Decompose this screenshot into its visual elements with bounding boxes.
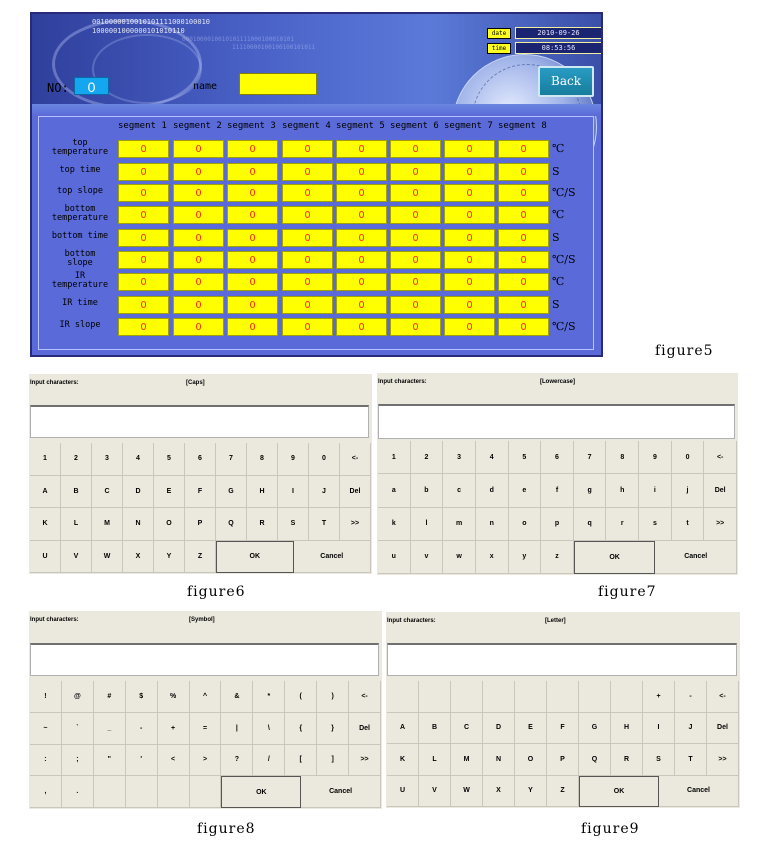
parameter-cell[interactable]: 0 (444, 296, 495, 314)
row-label: top time (59, 165, 101, 175)
recipe-panel (30, 12, 603, 357)
time-label: time (487, 43, 511, 54)
parameter-cell[interactable]: 0 (227, 163, 278, 181)
key[interactable]: l (411, 508, 444, 541)
parameter-cell[interactable]: 0 (390, 140, 441, 158)
key[interactable]: F (547, 713, 579, 745)
next-mode-key[interactable]: >> (349, 745, 381, 777)
key[interactable]: L (61, 508, 92, 541)
key[interactable]: n (476, 508, 509, 541)
key[interactable]: J (675, 713, 707, 745)
key[interactable]: ) (317, 681, 349, 713)
key[interactable]: K (387, 744, 419, 776)
key[interactable]: = (190, 713, 222, 745)
key[interactable]: J (309, 476, 340, 509)
key[interactable]: s (639, 508, 672, 541)
parameter-cell[interactable]: 0 (282, 206, 333, 224)
key[interactable] (387, 681, 419, 713)
next-mode-key[interactable]: >> (704, 508, 737, 541)
backspace-key[interactable]: <- (707, 681, 739, 713)
key[interactable]: N (123, 508, 154, 541)
parameter-cell[interactable]: 0 (336, 184, 387, 202)
key[interactable]: z (541, 541, 574, 574)
key[interactable]: 7 (216, 443, 247, 476)
parameter-cell[interactable]: 0 (498, 229, 549, 247)
key[interactable]: - (675, 681, 707, 713)
delete-key[interactable]: Del (349, 713, 381, 745)
key[interactable]: N (483, 744, 515, 776)
key[interactable]: - (126, 713, 158, 745)
key[interactable]: j (672, 474, 705, 507)
segment-header: segment 3 (227, 121, 276, 131)
key[interactable]: v (411, 541, 444, 574)
next-mode-key[interactable]: >> (340, 508, 371, 541)
key[interactable]: 1 (30, 443, 61, 476)
key[interactable]: @ (62, 681, 94, 713)
parameter-cell[interactable]: 0 (227, 296, 278, 314)
key[interactable]: Y (515, 776, 547, 808)
parameter-cell[interactable]: 0 (336, 163, 387, 181)
key[interactable]: d (476, 474, 509, 507)
parameter-cell[interactable]: 0 (118, 251, 169, 269)
key[interactable]: 2 (61, 443, 92, 476)
row-label: bottom slope (64, 249, 96, 268)
cancel-button[interactable]: Cancel (294, 541, 372, 574)
key[interactable]: 3 (92, 443, 123, 476)
figure-caption: figure8 (197, 821, 256, 837)
cancel-button[interactable]: Cancel (301, 776, 381, 808)
parameter-cell[interactable]: 0 (498, 184, 549, 202)
keyboard-mode-label: [Symbol] (189, 617, 215, 623)
key[interactable]: 1 (378, 441, 411, 474)
parameter-cell[interactable]: 0 (282, 229, 333, 247)
parameter-cell[interactable]: 0 (173, 140, 224, 158)
key[interactable]: U (387, 776, 419, 808)
parameter-cell[interactable]: 0 (118, 318, 169, 336)
unit-label: ℃/S (552, 186, 576, 199)
key[interactable]: 9 (639, 441, 672, 474)
key[interactable]: 6 (541, 441, 574, 474)
key[interactable]: y (509, 541, 542, 574)
key[interactable]: e (509, 474, 542, 507)
key[interactable]: P (547, 744, 579, 776)
parameter-cell[interactable]: 0 (282, 318, 333, 336)
key[interactable]: O (154, 508, 185, 541)
parameter-cell[interactable]: 0 (390, 296, 441, 314)
backspace-key[interactable]: <- (340, 443, 371, 476)
key[interactable]: 5 (154, 443, 185, 476)
parameter-cell[interactable]: 0 (282, 163, 333, 181)
parameter-cell[interactable]: 0 (336, 140, 387, 158)
key[interactable]: o (509, 508, 542, 541)
parameter-cell[interactable]: 0 (444, 206, 495, 224)
key[interactable] (451, 681, 483, 713)
key[interactable] (483, 681, 515, 713)
key[interactable]: F (185, 476, 216, 509)
key[interactable]: f (541, 474, 574, 507)
character-input-field[interactable] (30, 643, 379, 676)
row-label: bottom time (51, 231, 109, 241)
key[interactable]: H (611, 713, 643, 745)
parameter-cell[interactable]: 0 (282, 140, 333, 158)
keyboard-title: Input characters: (378, 379, 427, 385)
parameter-cell[interactable]: 0 (444, 140, 495, 158)
key[interactable]: & (221, 681, 253, 713)
parameter-cell[interactable]: 0 (444, 184, 495, 202)
virtual-keyboard (386, 612, 740, 808)
key[interactable]: 5 (509, 441, 542, 474)
key[interactable]: Y (154, 541, 185, 574)
key[interactable] (190, 776, 222, 808)
unit-label: ℃ (552, 142, 565, 155)
key[interactable]: L (419, 744, 451, 776)
key[interactable]: k (378, 508, 411, 541)
key[interactable]: G (216, 476, 247, 509)
key[interactable]: t (672, 508, 705, 541)
banner-binary-text: 0010000010010101111000100010 (92, 18, 211, 26)
key[interactable] (515, 681, 547, 713)
key[interactable]: C (451, 713, 483, 745)
key[interactable]: * (253, 681, 285, 713)
key[interactable]: \ (253, 713, 285, 745)
key[interactable]: Q (216, 508, 247, 541)
parameter-cell[interactable]: 0 (336, 296, 387, 314)
banner-binary-text: 11110000100100100101011 (232, 44, 316, 51)
virtual-keyboard (29, 611, 382, 809)
parameter-cell[interactable]: 0 (118, 184, 169, 202)
parameter-cell[interactable]: 0 (336, 251, 387, 269)
key[interactable]: w (443, 541, 476, 574)
key[interactable]: M (451, 744, 483, 776)
key[interactable]: 4 (476, 441, 509, 474)
parameter-cell[interactable]: 0 (173, 206, 224, 224)
key[interactable] (94, 776, 126, 808)
unit-label: S (552, 231, 560, 244)
no-field[interactable]: 0 (74, 77, 109, 95)
row-label: IR time (62, 298, 98, 308)
parameter-cell[interactable]: 0 (390, 229, 441, 247)
key[interactable]: ^ (190, 681, 222, 713)
parameter-cell[interactable]: 0 (390, 206, 441, 224)
key[interactable] (611, 681, 643, 713)
key[interactable]: 8 (247, 443, 278, 476)
key[interactable]: % (158, 681, 190, 713)
key[interactable]: ( (285, 681, 317, 713)
key[interactable]: D (483, 713, 515, 745)
keyboard-mode-label: [Lowercase] (540, 379, 576, 385)
key[interactable]: g (574, 474, 607, 507)
key[interactable]: ` (62, 713, 94, 745)
key[interactable]: P (185, 508, 216, 541)
key[interactable]: I (278, 476, 309, 509)
keyboard-title: Input characters: (30, 617, 79, 623)
row-label: top temperature (51, 138, 109, 157)
key[interactable]: E (154, 476, 185, 509)
figure-caption: figure6 (187, 584, 246, 600)
key[interactable]: X (123, 541, 154, 574)
key[interactable]: I (643, 713, 675, 745)
keyboard-mode-label: [Caps] (186, 380, 205, 386)
parameter-cell[interactable]: 0 (118, 140, 169, 158)
parameter-cell[interactable]: 0 (173, 296, 224, 314)
row-label: bottom temperature (51, 204, 109, 223)
parameter-cell[interactable]: 0 (444, 318, 495, 336)
unit-label: ℃/S (552, 320, 576, 333)
figure-caption: figure7 (598, 584, 657, 600)
next-mode-key[interactable]: >> (707, 744, 739, 776)
ok-button[interactable]: OK (574, 541, 656, 574)
parameter-cell[interactable]: 0 (336, 229, 387, 247)
key[interactable]: > (190, 745, 222, 777)
date-label: date (487, 28, 511, 39)
virtual-keyboard (377, 373, 738, 575)
key[interactable]: b (411, 474, 444, 507)
key[interactable]: S (643, 744, 675, 776)
parameter-cell[interactable]: 0 (118, 229, 169, 247)
parameter-cell[interactable]: 0 (390, 184, 441, 202)
parameter-cell[interactable]: 0 (227, 318, 278, 336)
key[interactable]: K (30, 508, 61, 541)
delete-key[interactable]: Del (707, 713, 739, 745)
key[interactable]: R (247, 508, 278, 541)
backspace-key[interactable]: <- (349, 681, 381, 713)
key[interactable]: ~ (30, 713, 62, 745)
parameter-cell[interactable]: 0 (498, 273, 549, 291)
key[interactable] (419, 681, 451, 713)
key[interactable]: S (278, 508, 309, 541)
segment-header: segment 5 (336, 121, 385, 131)
segment-header: segment 7 (444, 121, 493, 131)
parameter-cell[interactable]: 0 (498, 251, 549, 269)
row-label: IR slope (59, 320, 101, 330)
keyboard-title: Input characters: (30, 380, 79, 386)
backspace-key[interactable]: <- (704, 441, 737, 474)
figure-caption: figure9 (581, 821, 640, 837)
parameter-cell[interactable]: 0 (336, 318, 387, 336)
key[interactable]: D (123, 476, 154, 509)
key[interactable]: _ (94, 713, 126, 745)
key[interactable]: V (419, 776, 451, 808)
key[interactable]: ' (126, 745, 158, 777)
parameter-cell[interactable]: 0 (390, 163, 441, 181)
name-label: name (193, 81, 218, 92)
parameter-cell[interactable]: 0 (118, 206, 169, 224)
unit-label: S (552, 298, 560, 311)
key[interactable]: r (606, 508, 639, 541)
date-value: 2010-09-26 (515, 27, 602, 39)
parameter-cell[interactable]: 0 (498, 318, 549, 336)
key[interactable]: B (419, 713, 451, 745)
key[interactable]: U (30, 541, 61, 574)
delete-key[interactable]: Del (340, 476, 371, 509)
key[interactable]: H (247, 476, 278, 509)
character-input-field[interactable] (387, 643, 737, 676)
unit-label: ℃ (552, 275, 565, 288)
segment-grid-content (32, 14, 601, 355)
row-label: IR temperature (51, 271, 109, 290)
key[interactable]: Z (185, 541, 216, 574)
parameter-cell[interactable]: 0 (118, 163, 169, 181)
parameter-cell[interactable]: 0 (390, 251, 441, 269)
key[interactable]: + (158, 713, 190, 745)
key[interactable]: < (158, 745, 190, 777)
key[interactable]: ? (221, 745, 253, 777)
key[interactable]: 0 (672, 441, 705, 474)
key[interactable] (547, 681, 579, 713)
key[interactable]: T (309, 508, 340, 541)
key[interactable]: O (515, 744, 547, 776)
parameter-cell[interactable]: 0 (498, 296, 549, 314)
key[interactable]: 9 (278, 443, 309, 476)
segment-header: segment 1 (118, 121, 167, 131)
key[interactable]: i (639, 474, 672, 507)
segment-header: segment 6 (390, 121, 439, 131)
segment-header: segment 8 (498, 121, 547, 131)
key[interactable]: Q (579, 744, 611, 776)
key[interactable]: W (92, 541, 123, 574)
parameter-cell[interactable]: 0 (173, 163, 224, 181)
keyboard-title: Input characters: (387, 618, 436, 624)
no-label: NO: (47, 81, 69, 95)
key[interactable]: . (62, 776, 94, 808)
time-value: 08:53:56 (515, 42, 602, 54)
key[interactable]: R (611, 744, 643, 776)
parameter-cell[interactable]: 0 (282, 273, 333, 291)
key[interactable]: c (443, 474, 476, 507)
unit-label: ℃ (552, 208, 565, 221)
key[interactable]: q (574, 508, 607, 541)
key[interactable]: | (221, 713, 253, 745)
key[interactable]: 4 (123, 443, 154, 476)
key[interactable]: B (61, 476, 92, 509)
key[interactable]: A (30, 476, 61, 509)
character-input-field[interactable] (378, 404, 735, 439)
parameter-cell[interactable]: 0 (444, 229, 495, 247)
segment-header: segment 2 (173, 121, 222, 131)
parameter-cell[interactable]: 0 (173, 229, 224, 247)
key[interactable]: 3 (443, 441, 476, 474)
parameter-cell[interactable]: 0 (227, 273, 278, 291)
key[interactable] (126, 776, 158, 808)
parameter-cell[interactable]: 0 (498, 140, 549, 158)
key[interactable]: 7 (574, 441, 607, 474)
banner-binary-text: 0001000010010101111000100010101 (182, 36, 294, 43)
key[interactable]: p (541, 508, 574, 541)
banner-binary-text: 1000001000000101010110 (92, 27, 185, 35)
key[interactable]: u (378, 541, 411, 574)
parameter-cell[interactable]: 0 (390, 273, 441, 291)
key[interactable]: A (387, 713, 419, 745)
key[interactable]: + (643, 681, 675, 713)
key[interactable]: $ (126, 681, 158, 713)
key[interactable]: W (451, 776, 483, 808)
key[interactable]: , (30, 776, 62, 808)
key[interactable]: { (285, 713, 317, 745)
cancel-button[interactable]: Cancel (655, 541, 737, 574)
parameter-cell[interactable]: 0 (173, 273, 224, 291)
figure5-caption: figure5 (655, 343, 714, 359)
parameter-cell[interactable]: 0 (444, 251, 495, 269)
ok-button[interactable]: OK (579, 776, 659, 808)
keyboard-mode-label: [Letter] (545, 618, 566, 624)
parameter-cell[interactable]: 0 (282, 296, 333, 314)
parameter-cell[interactable]: 0 (282, 251, 333, 269)
unit-label: ℃/S (552, 253, 576, 266)
parameter-cell[interactable]: 0 (227, 206, 278, 224)
parameter-cell[interactable]: 0 (227, 251, 278, 269)
key[interactable]: x (476, 541, 509, 574)
key[interactable]: X (483, 776, 515, 808)
key[interactable]: V (61, 541, 92, 574)
parameter-cell[interactable]: 0 (118, 273, 169, 291)
parameter-cell[interactable]: 0 (282, 184, 333, 202)
key[interactable]: G (579, 713, 611, 745)
cancel-button[interactable]: Cancel (659, 776, 739, 808)
ok-button[interactable]: OK (216, 541, 294, 574)
key[interactable]: M (92, 508, 123, 541)
parameter-cell[interactable]: 0 (173, 251, 224, 269)
key[interactable]: m (443, 508, 476, 541)
key[interactable]: 0 (309, 443, 340, 476)
parameter-cell[interactable]: 0 (498, 206, 549, 224)
parameter-cell[interactable]: 0 (444, 163, 495, 181)
key[interactable]: / (253, 745, 285, 777)
parameter-cell[interactable]: 0 (336, 273, 387, 291)
key[interactable] (158, 776, 190, 808)
key[interactable]: 2 (411, 441, 444, 474)
parameter-cell[interactable]: 0 (227, 184, 278, 202)
key[interactable]: ] (317, 745, 349, 777)
key[interactable]: # (94, 681, 126, 713)
virtual-keyboard (29, 374, 372, 574)
row-label: top slope (56, 186, 104, 196)
key[interactable]: ! (30, 681, 62, 713)
key[interactable]: h (606, 474, 639, 507)
key[interactable]: : (30, 745, 62, 777)
parameter-cell[interactable]: 0 (173, 318, 224, 336)
key[interactable]: a (378, 474, 411, 507)
delete-key[interactable]: Del (704, 474, 737, 507)
parameter-cell[interactable]: 0 (118, 296, 169, 314)
key[interactable] (579, 681, 611, 713)
character-input-field[interactable] (30, 405, 369, 438)
unit-label: S (552, 165, 560, 178)
key[interactable]: T (675, 744, 707, 776)
key[interactable]: C (92, 476, 123, 509)
parameter-cell[interactable]: 0 (498, 163, 549, 181)
key[interactable]: E (515, 713, 547, 745)
key[interactable]: " (94, 745, 126, 777)
parameter-cell[interactable]: 0 (227, 140, 278, 158)
parameter-cell[interactable]: 0 (173, 184, 224, 202)
key[interactable]: } (317, 713, 349, 745)
back-button[interactable]: Back (538, 66, 594, 97)
key[interactable]: 8 (606, 441, 639, 474)
key[interactable]: ; (62, 745, 94, 777)
segment-header: segment 4 (282, 121, 331, 131)
parameter-cell[interactable]: 0 (444, 273, 495, 291)
parameter-cell[interactable]: 0 (336, 206, 387, 224)
parameter-cell[interactable]: 0 (227, 229, 278, 247)
key[interactable]: [ (285, 745, 317, 777)
key[interactable]: 6 (185, 443, 216, 476)
ok-button[interactable]: OK (221, 776, 301, 808)
parameter-cell[interactable]: 0 (390, 318, 441, 336)
key[interactable]: Z (547, 776, 579, 808)
